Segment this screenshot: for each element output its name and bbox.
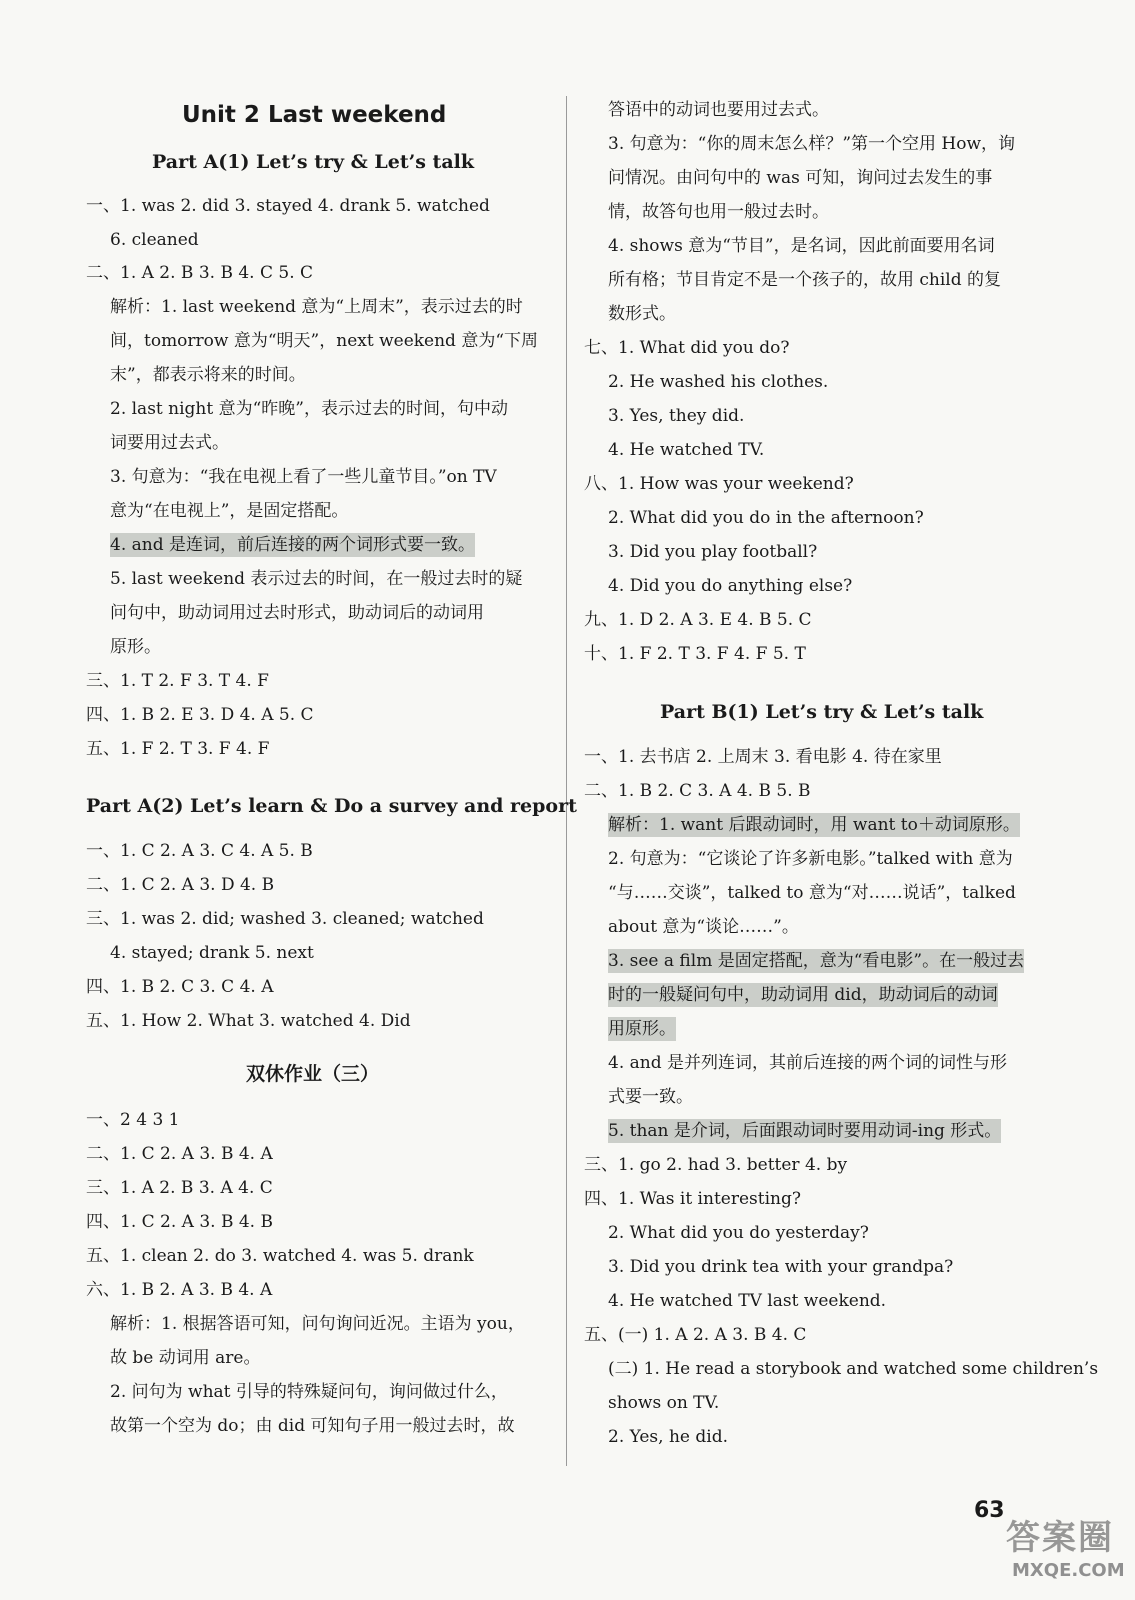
answer-line: 4. Did you do anything else? <box>608 576 853 596</box>
highlighted-line: 3. see a film 是固定搭配，意为“看电影”。在一般过去 <box>608 951 1025 971</box>
answer-line: 一、2 4 3 1 <box>86 1110 180 1130</box>
column-divider <box>566 96 567 1466</box>
answer-line: 3. Did you play football? <box>608 542 818 562</box>
answer-line: (二) 1. He read a storybook and watched some children’s <box>608 1359 1099 1379</box>
explanation-line: about 意为“谈论……”。 <box>608 917 799 937</box>
explanation-line: 原形。 <box>110 637 161 657</box>
explanation-line: 2. 问句为 what 引导的特殊疑问句，询问做过什么， <box>110 1382 508 1402</box>
explanation-line: 2. last night 意为“昨晚”，表示过去的时间，句中动 <box>110 399 508 419</box>
answer-line: 三、1. T 2. F 3. T 4. F <box>86 671 269 691</box>
watermark-text: 答案圈 <box>1006 1518 1114 1558</box>
answer-line: 六、1. B 2. A 3. B 4. A <box>86 1280 273 1300</box>
watermark-url: MXQE.COM <box>1012 1560 1125 1581</box>
answer-line: 一、1. C 2. A 3. C 4. A 5. B <box>86 841 313 861</box>
unit-title: Unit 2 Last weekend <box>182 102 447 128</box>
answer-line: 八、1. How was your weekend? <box>584 474 854 494</box>
answer-line: 一、1. was 2. did 3. stayed 4. drank 5. watched <box>86 196 490 216</box>
answer-line: 七、1. What did you do? <box>584 338 790 358</box>
highlighted-line: 时的一般疑问句中，助动词用 did，助动词后的动词 <box>608 985 998 1005</box>
answer-line: 2. What did you do in the afternoon? <box>608 508 924 528</box>
explanation-line: 3. 句意为：“我在电视上看了一些儿童节目。”on TV <box>110 467 497 487</box>
answer-line: 2. What did you do yesterday? <box>608 1223 869 1243</box>
answer-line: 九、1. D 2. A 3. E 4. B 5. C <box>584 610 812 630</box>
answer-line: 二、1. B 2. C 3. A 4. B 5. B <box>584 781 811 801</box>
page-number: 63 <box>974 1498 1005 1523</box>
answer-line: 三、1. go 2. had 3. better 4. by <box>584 1155 848 1175</box>
explanation-line: 末”，都表示将来的时间。 <box>110 365 306 385</box>
answer-line: 二、1. A 2. B 3. B 4. C 5. C <box>86 263 314 283</box>
highlighted-line: 5. than 是介词，后面跟动词时要用动词-ing 形式。 <box>608 1121 1002 1141</box>
highlighted-line: 4. and 是连词，前后连接的两个词形式要一致。 <box>110 535 475 555</box>
answer-line: 五、1. F 2. T 3. F 4. F <box>86 739 270 759</box>
explanation-line: 解析：1. 根据答语可知，问句询问近况。主语为 you， <box>110 1314 525 1334</box>
explanation-line: 故第一个空为 do；由 did 可知句子用一般过去时，故 <box>110 1416 515 1436</box>
answer-line: 4. He watched TV last weekend. <box>608 1291 887 1311</box>
watermark-logo <box>1002 1510 1130 1594</box>
explanation-line: 所有格；节目肯定不是一个孩子的，故用 child 的复 <box>608 270 1002 290</box>
section-heading: Part A(1) Let’s try & Let’s talk <box>152 151 475 173</box>
explanation-line: 4. and 是并列连词，其前后连接的两个词的词性与形 <box>608 1053 1007 1073</box>
answer-line: 四、1. Was it interesting? <box>584 1189 801 1209</box>
answer-line: 2. Yes, he did. <box>608 1427 728 1447</box>
answer-line: 2. He washed his clothes. <box>608 372 829 392</box>
answer-line: 4. stayed; drank 5. next <box>110 943 314 963</box>
explanation-line: 问句中，助动词用过去时形式，助动词后的动词用 <box>110 603 484 623</box>
answer-line: 四、1. B 2. C 3. C 4. A <box>86 977 274 997</box>
answer-line: 6. cleaned <box>110 230 199 250</box>
explanation-line: 意为“在电视上”，是固定搭配。 <box>110 501 349 521</box>
section-heading: Part A(2) Let’s learn & Do a survey and report <box>86 795 577 817</box>
section-heading: 双休作业（三） <box>246 1063 380 1085</box>
explanation-line: 情，故答句也用一般过去时。 <box>608 202 829 222</box>
explanation-line: 数形式。 <box>608 304 676 324</box>
answer-line: 五、1. How 2. What 3. watched 4. Did <box>86 1011 411 1031</box>
explanation-line: 故 be 动词用 are。 <box>110 1348 261 1368</box>
answer-line: 四、1. C 2. A 3. B 4. B <box>86 1212 273 1232</box>
answer-line: 二、1. C 2. A 3. B 4. A <box>86 1144 273 1164</box>
explanation-line: 4. shows 意为“节目”，是名词，因此前面要用名词 <box>608 236 995 256</box>
explanation-line: 答语中的动词也要用过去式。 <box>608 100 829 120</box>
answer-line: 一、1. 去书店 2. 上周末 3. 看电影 4. 待在家里 <box>584 747 942 767</box>
answer-line: shows on TV. <box>608 1393 720 1413</box>
section-heading: Part B(1) Let’s try & Let’s talk <box>660 701 984 723</box>
answer-line: 4. He watched TV. <box>608 440 765 460</box>
answer-line: 四、1. B 2. E 3. D 4. A 5. C <box>86 705 314 725</box>
explanation-line: 间，tomorrow 意为“明天”，next weekend 意为“下周 <box>110 331 539 351</box>
explanation-line: 2. 句意为：“它谈论了许多新电影。”talked with 意为 <box>608 849 1013 869</box>
explanation-line: 问情况。由问句中的 was 可知，询问过去发生的事 <box>608 168 993 188</box>
explanation-line: 解析：1. last weekend 意为“上周末”，表示过去的时 <box>110 297 523 317</box>
answer-line: 3. Yes, they did. <box>608 406 745 426</box>
highlighted-line: 用原形。 <box>608 1019 676 1039</box>
answer-line: 十、1. F 2. T 3. F 4. F 5. T <box>584 644 806 664</box>
explanation-line: 式要一致。 <box>608 1087 693 1107</box>
answer-line: 3. Did you drink tea with your grandpa? <box>608 1257 954 1277</box>
explanation-line: 3. 句意为：“你的周末怎么样？”第一个空用 How，询 <box>608 134 1016 154</box>
answer-line: 五、1. clean 2. do 3. watched 4. was 5. drank <box>86 1246 474 1266</box>
explanation-line: 词要用过去式。 <box>110 433 229 453</box>
highlighted-line: 解析：1. want 后跟动词时，用 want to＋动词原形。 <box>608 815 1020 835</box>
explanation-line: “与……交谈”，talked to 意为“对……说话”，talked <box>608 883 1016 903</box>
answer-line: 三、1. A 2. B 3. A 4. C <box>86 1178 273 1198</box>
answer-line: 三、1. was 2. did; washed 3. cleaned; watched <box>86 909 484 929</box>
answer-line: 二、1. C 2. A 3. D 4. B <box>86 875 275 895</box>
explanation-line: 5. last weekend 表示过去的时间，在一般过去时的疑 <box>110 569 523 589</box>
answer-line: 五、(一) 1. A 2. A 3. B 4. C <box>584 1325 807 1345</box>
